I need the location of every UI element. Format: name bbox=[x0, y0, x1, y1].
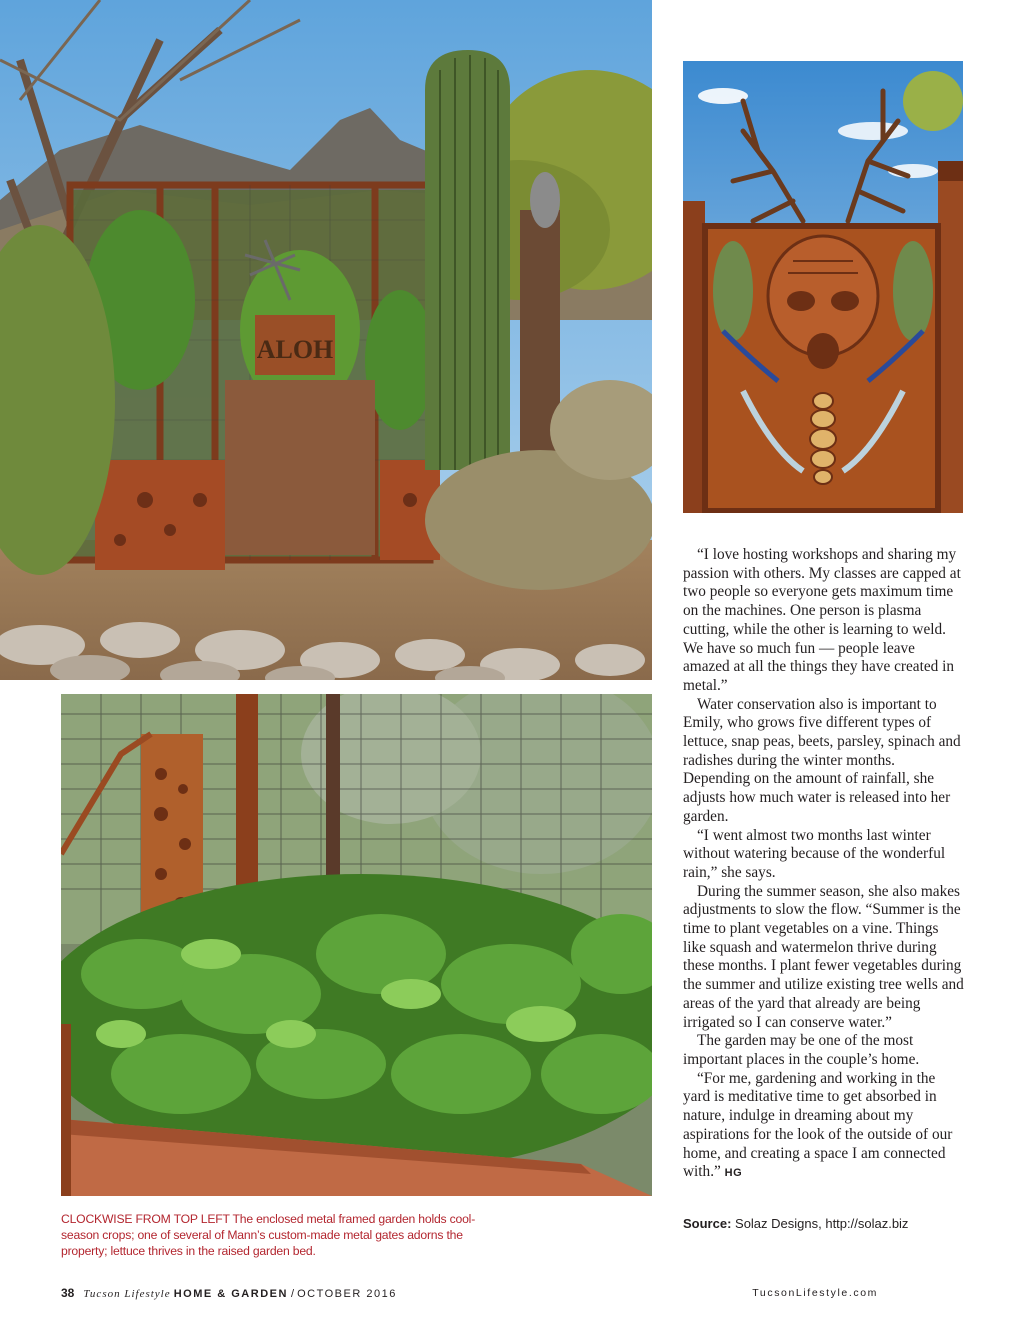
folio-separator: / bbox=[290, 1288, 295, 1300]
garden-photo bbox=[0, 0, 652, 680]
issue-date: OCTOBER 2016 bbox=[297, 1288, 397, 1300]
article-paragraph-text: “For me, gardening and working in the yard is meditative time to get absorbed in nature, indulge in dreaming about my aspirations for the look of the outside of our home, and creating a space I am connected with.” bbox=[683, 1069, 953, 1181]
article-paragraph: “I love hosting workshops and sharing my passion with others. My classes are capped at two people so everyone gets maximum time on the machines. One person is plasma cutting, while the other is learning to weld. We have so much fun — people leave amazed at all the things they have created in metal.” bbox=[683, 546, 961, 694]
gate-sign-text: ALOH bbox=[256, 335, 334, 364]
website-url: TucsonLifestyle.com bbox=[752, 1287, 878, 1299]
magazine-name: Tucson Lifestyle bbox=[83, 1288, 171, 1300]
photo-caption bbox=[61, 1211, 491, 1259]
caption-lead: CLOCKWISE FROM TOP LEFT bbox=[61, 1212, 230, 1226]
gate-photo bbox=[683, 61, 963, 513]
article-paragraph: During the summer season, she also makes adjustments to slow the flow. “Summer is the time to plant vegetables on a vine. Things like squash and watermelon thrive during these months. I plant fewer vegetables during the summer and utilize existing tree wells and areas of the yard that already are being irrigated so I can conserve water.” bbox=[683, 882, 964, 1031]
gate-photo-illustration bbox=[683, 61, 963, 513]
caption-text: The enclosed metal framed garden holds cool-season crops; one of several of Mann’s custom-made metal gates adorns the property; lettuce thrives in the raised garden bed. bbox=[61, 1212, 476, 1258]
article-paragraph-last bbox=[683, 1070, 965, 1183]
source-text: Solaz Designs, http://solaz.biz bbox=[731, 1216, 909, 1231]
article-body bbox=[683, 546, 965, 1183]
section-name: HOME & GARDEN bbox=[173, 1288, 288, 1300]
garden-photo-illustration bbox=[0, 0, 652, 680]
end-mark: HG bbox=[724, 1167, 743, 1180]
source-credit bbox=[683, 1216, 973, 1231]
page-folio bbox=[61, 1286, 397, 1300]
lettuce-photo bbox=[61, 694, 652, 1196]
source-label: Source: bbox=[683, 1216, 732, 1231]
article-paragraph: The garden may be one of the most important places in the couple’s home. bbox=[683, 1032, 920, 1068]
article-paragraph: “I went almost two months last winter without watering because of the wonderful rain,” she says. bbox=[683, 826, 946, 881]
lettuce-photo-illustration bbox=[61, 694, 652, 1196]
page-number: 38 bbox=[61, 1286, 75, 1300]
article-paragraph: Water conservation also is important to Emily, who grows five different types of lettuce, snap peas, beets, parsley, spinach and radishes during the winter months. Depending on the amount of rainfall, she adjusts how much water is released into her garden. bbox=[683, 695, 961, 825]
